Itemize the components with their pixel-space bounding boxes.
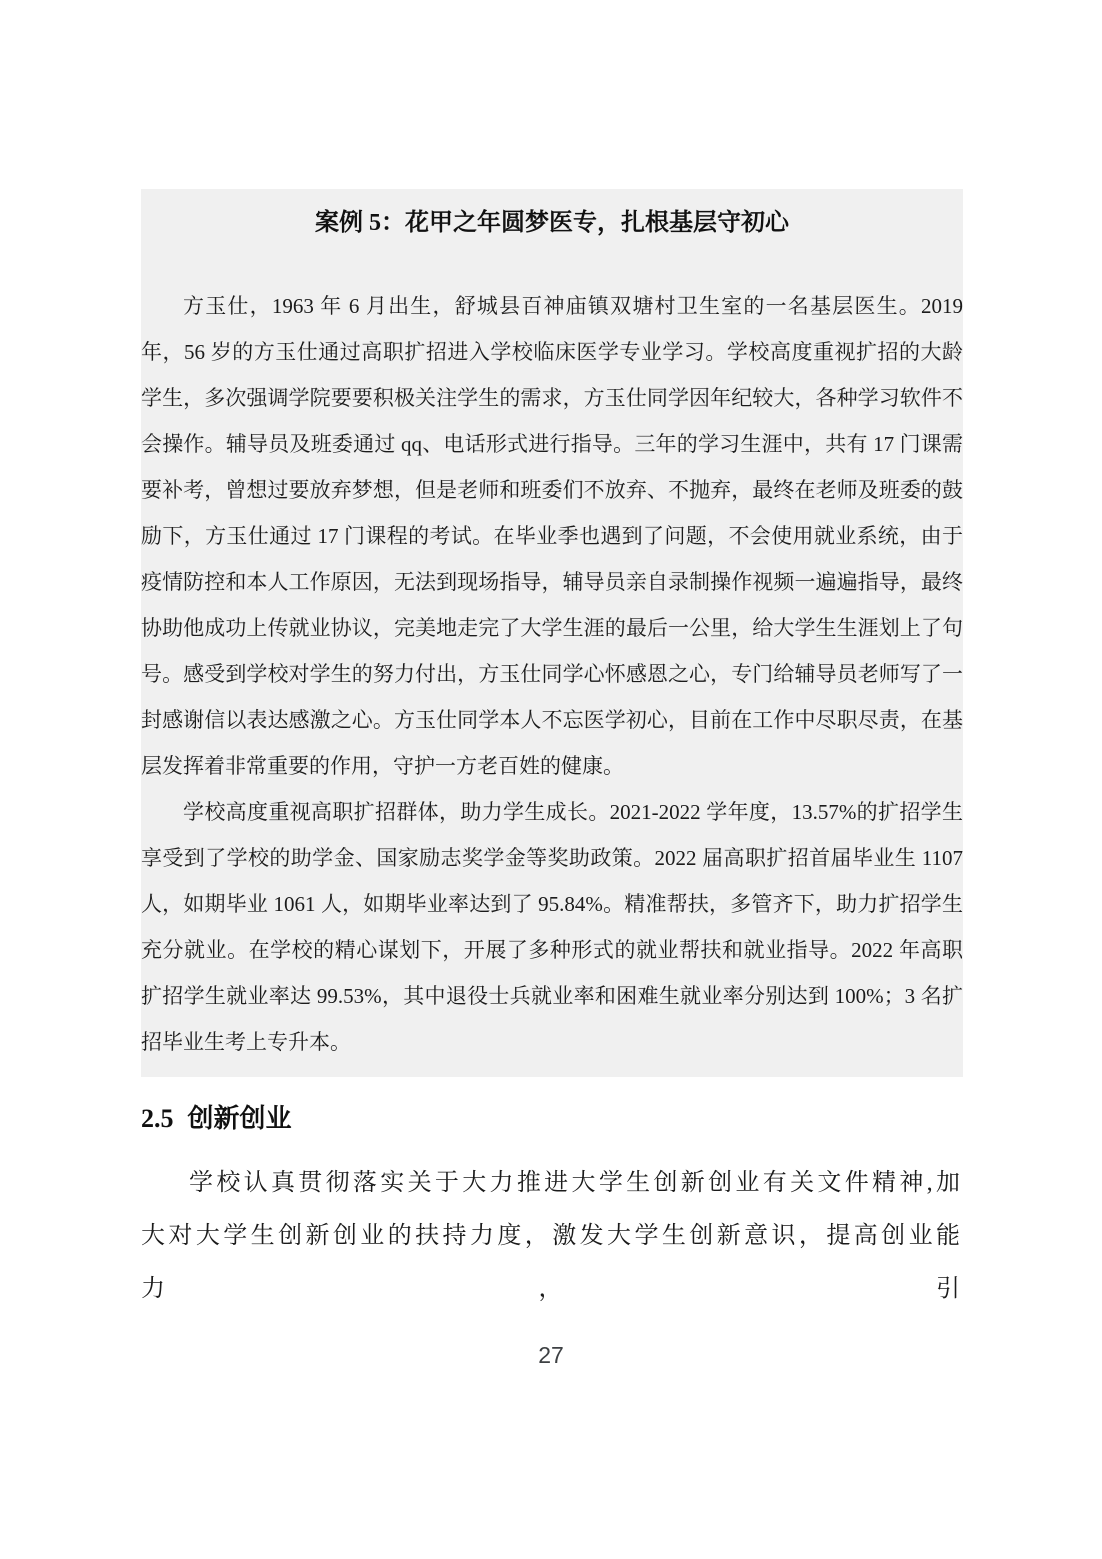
section-paragraph: 学校认真贯彻落实关于大力推进大学生创新创业有关文件精神,加大对大学生创新创业的扶持力度，激发大学生创新意识，提高创业能力，引 (141, 1170, 963, 1302)
page-number: 27 (538, 1342, 564, 1368)
case-title: 案例 5：花甲之年圆梦医专，扎根基层守初心 (315, 210, 789, 236)
case-paragraph-2: 学校高度重视高职扩招群体，助力学生成长。2021-2022 学年度，13.57%的扩招学生享受到了学校的助学金、国家励志奖学金等奖助政策。2022 届高职扩招首届毕业生 1107 人，如期毕业 1061 人，如期毕业率达到了 95.84%。精准帮扶，多管齐下，助力扩招学生充分就业。在学校的精心谋划下，开展了多种形式的就业帮扶和就业指导。2022 年高职扩招学生就业率达 99.53%，其中退役士兵就业率和困难生就业率分别达到 100%；3 名扩招毕业生考上专升本。 (141, 800, 963, 1054)
section-heading-number: 2.5 (141, 1104, 174, 1133)
section-heading-title: 创新创业 (187, 1104, 292, 1133)
case-study-box (141, 189, 963, 1077)
section-heading (141, 1099, 963, 1139)
case-paragraph-1: 方玉仕，1963 年 6 月出生，舒城县百神庙镇双塘村卫生室的一名基层医生。2019 年，56 岁的方玉仕通过高职扩招进入学校临床医学专业学习。学校高度重视扩招的大龄学生，多次强调学院要要积极关注学生的需求，方玉仕同学因年纪较大，各种学习软件不会操作。辅导员及班委通过 qq、电话形式进行指导。三年的学习生涯中，共有 17 门课需要补考，曾想过要放弃梦想，但是老师和班委们不放弃、不抛弃，最终在老师及班委的鼓励下，方玉仕通过 17 门课程的考试。在毕业季也遇到了问题，不会使用就业系统，由于疫情防控和本人工作原因，无法到现场指导，辅导员亲自录制操作视频一遍遍指导，最终协助他成功上传就业协议，完美地走完了大学生涯的最后一公里，给大学生生涯划上了句号。感受到学校对学生的努力付出，方玉仕同学心怀感恩之心，专门给辅导员老师写了一封感谢信以表达感激之心。方玉仕同学本人不忘医学初心，目前在工作中尽职尽责，在基层发挥着非常重要的作用，守护一方老百姓的健康。 (141, 294, 963, 778)
page-content (141, 189, 963, 1316)
